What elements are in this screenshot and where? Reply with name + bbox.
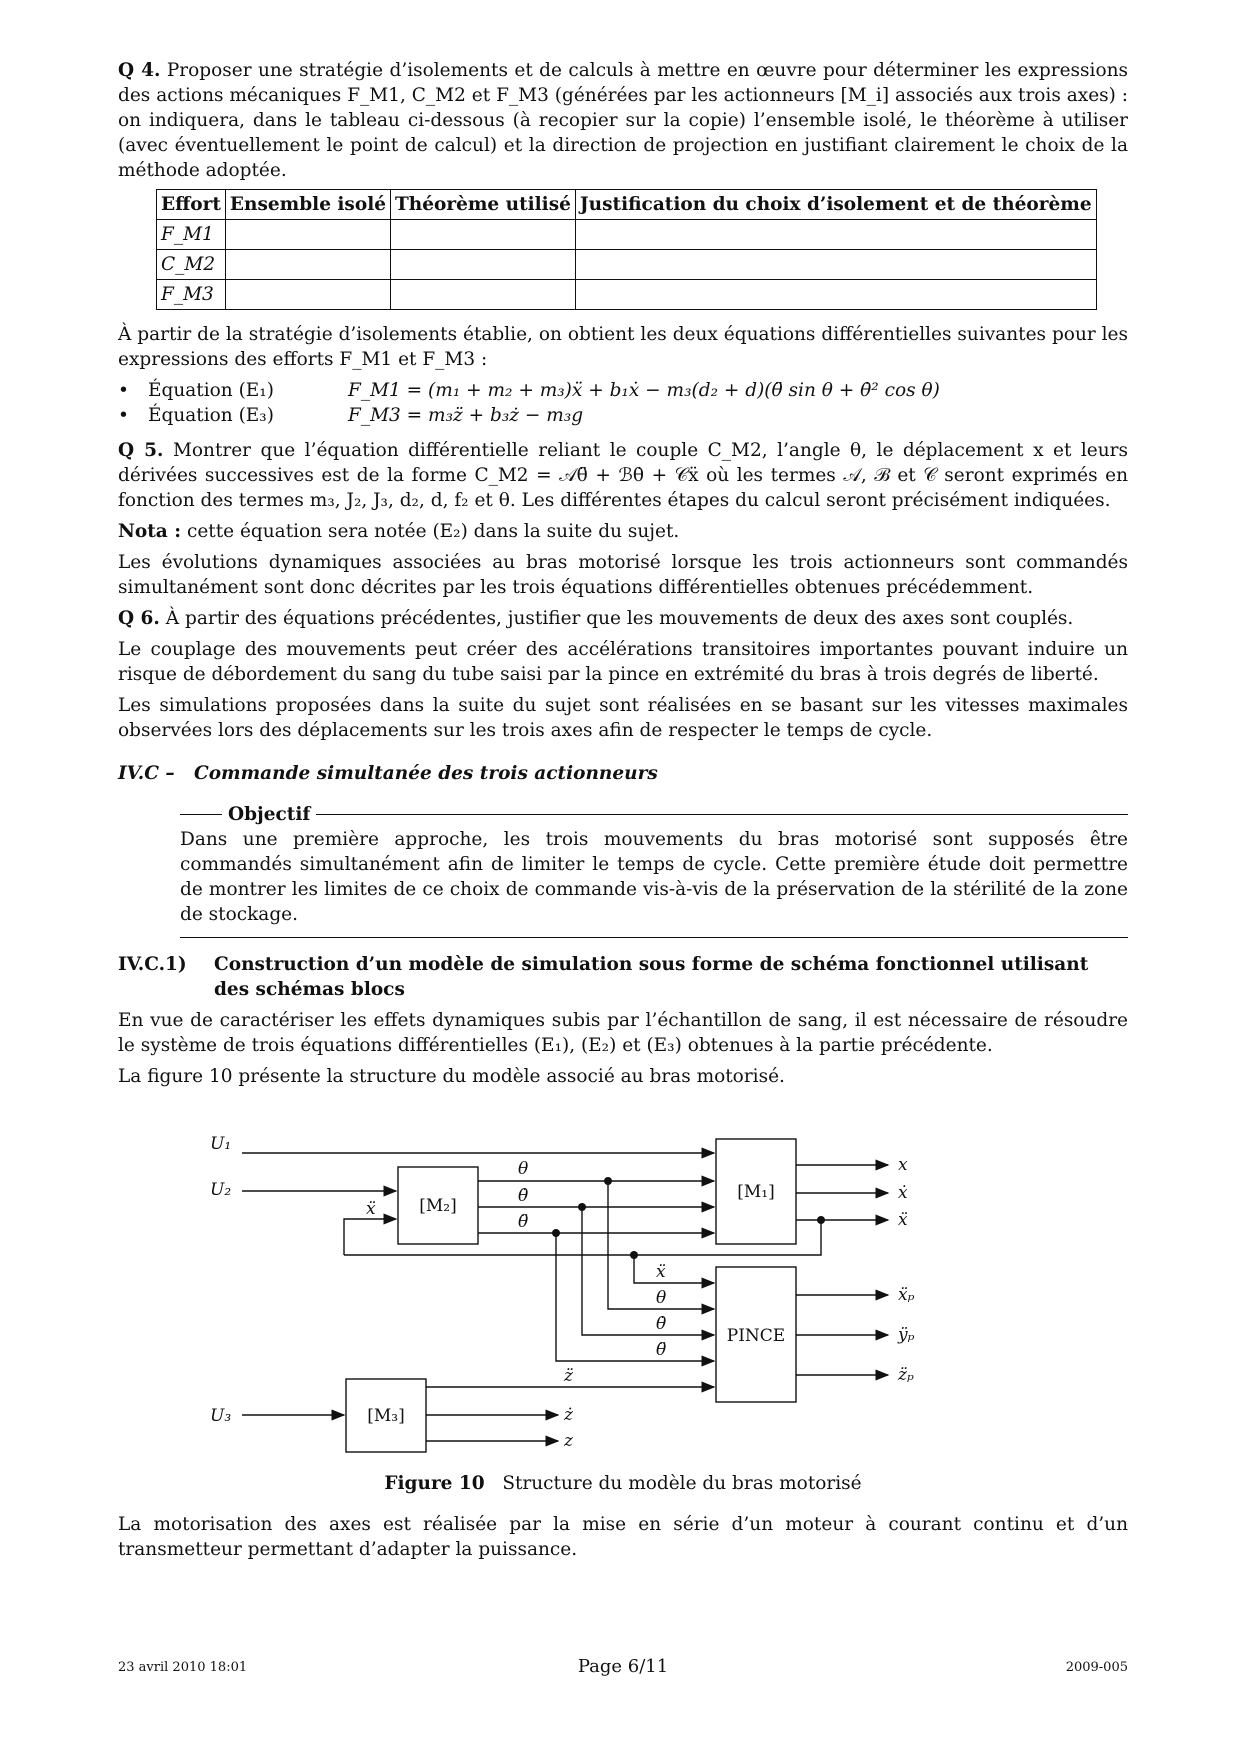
nota-label: Nota : — [118, 521, 182, 542]
block-label: [M₁] — [737, 1182, 775, 1202]
question-6 — [118, 606, 1128, 631]
signal-label: θ — [518, 1159, 529, 1179]
q5-text: Montrer que l’équation différentielle reliant le couple C_M2, l’angle θ, le déplacement x et leurs dérivées successives est de la forme C_M2 = 𝒜θ̈ + ℬθ̇ + 𝒞ẍ où les termes 𝒜, ℬ et 𝒞 seront exprimés en fonction des termes m₃, J₂, J₃, d₂, d, f₂ et θ. Les différentes étapes du calcul seront précisément indiquées. — [118, 440, 1128, 511]
para-motorisation: La motorisation des axes est réalisée par la mise en série d’un moteur à courant continu et d’un transmetteur permettant d’adapter la puissance. — [118, 1514, 1128, 1560]
nota-text: cette équation sera notée (E₂) dans la suite du sujet. — [186, 521, 680, 542]
equation-expr: F_M1 = (m₁ + m₂ + m₃)ẍ + b₁ẋ − m₃(d₂ + d)(θ̈ sin θ + θ̇² cos θ) — [348, 380, 940, 401]
footer-page-number: Page 6/11 — [577, 1656, 669, 1677]
signal-label: z — [564, 1431, 573, 1451]
para-simulations: Les simulations proposées dans la suite du sujet sont réalisées en se basant sur les vitesses maximales observées lors des déplacements sur les trois axes afin de respecter le temps de cycle. — [118, 695, 1128, 741]
signal-label: ẋ — [898, 1183, 908, 1203]
junction-dot — [630, 1251, 638, 1259]
table-header: Ensemble isolé — [225, 190, 390, 220]
para-couplage: Le couplage des mouvements peut créer des accélérations transitoires importantes pouvant induire un risque de débordement du sang du tube saisi par la pince en extrémité du bras à trois degrés de liberté. — [118, 639, 1128, 685]
signal-label: ż — [564, 1405, 573, 1425]
q5-label: Q 5. — [118, 440, 164, 461]
input-label: U₃ — [210, 1406, 232, 1426]
junction-dot — [604, 1177, 612, 1185]
table-header: Justification du choix d’isolement et de théorème — [575, 190, 1096, 220]
signal-label: ẍ — [656, 1262, 666, 1282]
page-content — [118, 58, 1128, 1568]
block-label: [M₂] — [419, 1196, 457, 1216]
strategy-table — [156, 189, 1097, 310]
footer-ref: 2009-005 — [1065, 1660, 1128, 1675]
caption-label: Figure 10 — [384, 1473, 485, 1494]
equation-e1 — [118, 378, 1128, 403]
equation-label: Équation (E₃) — [148, 405, 274, 426]
section-title: Commande simultanée des trois actionneurs — [193, 763, 658, 784]
signal-label: x — [898, 1155, 908, 1175]
signal-label: θ̇ — [518, 1186, 529, 1206]
rule — [180, 814, 222, 815]
signal-label: z̈ — [564, 1366, 573, 1386]
input-label: U₂ — [210, 1180, 232, 1200]
section-number: IV.C – — [118, 763, 175, 784]
question-4 — [118, 58, 1128, 183]
table-cell-effort: F_M3 — [157, 280, 226, 310]
signal-label: θ̇ — [656, 1314, 667, 1334]
table-header: Théorème utilisé — [391, 190, 576, 220]
objectif-text: Dans une première approche, les trois mouvements du bras motorisé sont supposés être commandés simultanément afin de limiter le temps de cycle. Cette première étude doit permettre de montrer les limites de ce choix de commande vis-à-vis de la préservation de la stérilité de la zone de stockage. — [180, 829, 1128, 925]
page-footer — [118, 1656, 1128, 1677]
table-row — [157, 250, 1097, 280]
q6-text: À partir des équations précédentes, justifier que les mouvements de deux des axes sont couplés. — [165, 608, 1074, 629]
signal-label: ẍₚ — [898, 1285, 915, 1305]
input-label: U₁ — [210, 1134, 232, 1154]
q4-label: Q 4. — [118, 60, 161, 81]
table-cell-effort: F_M1 — [157, 220, 226, 250]
q6-label: Q 6. — [118, 608, 160, 629]
para-figure-intro: La figure 10 présente la structure du modèle associé au bras motorisé. — [118, 1066, 785, 1087]
table-header: Effort — [157, 190, 226, 220]
bullet-icon: • — [118, 405, 129, 426]
intro-equations: À partir de la stratégie d’isolements établie, on obtient les deux équations différentielles suivantes pour les expressions des efforts F_M1 et F_M3 : — [118, 324, 1128, 370]
nota — [118, 519, 1128, 544]
para-vue: En vue de caractériser les effets dynamiques subis par l’échantillon de sang, il est nécessaire de résoudre le système de trois équations différentielles (E₁), (E₂) et (E₃) obtenues à la partie précédente. — [118, 1010, 1128, 1056]
subsection-title: Construction d’un modèle de simulation sous forme de schéma fonctionnel utilisant des schémas blocs — [214, 954, 1089, 1000]
equation-e3 — [118, 403, 1128, 428]
objectif-box — [180, 802, 1128, 938]
q4-text: Proposer une stratégie d’isolements et de calculs à mettre en œuvre pour déterminer les expressions des actions mécaniques F_M1, C_M2 et F_M3 (générées par les actionneurs [M_i] associés aux trois axes) : on indiquera, dans le tableau ci-dessous (à recopier sur la copie) l’ensemble isolé, le théorème à utiliser (avec éventuellement le point de calcul) et la direction de projection en justifiant clairement le choix de la méthode adoptée. — [118, 60, 1128, 181]
signal-label: z̈ₚ — [898, 1365, 914, 1385]
figure-10-diagram — [118, 1097, 1128, 1467]
signal-label: ÿₚ — [898, 1325, 915, 1345]
equation-label: Équation (E₁) — [148, 380, 274, 401]
para-evolutions: Les évolutions dynamiques associées au bras motorisé lorsque les trois actionneurs sont commandés simultanément sont donc décrites par les trois équations différentielles obtenues précédemment. — [118, 552, 1128, 598]
block-label: [M₃] — [367, 1406, 405, 1426]
junction-dot — [578, 1203, 586, 1211]
junction-dot — [552, 1229, 560, 1237]
signal-label: θ — [656, 1288, 667, 1308]
signal-label: θ̈ — [518, 1212, 529, 1232]
signal-label: θ̈ — [656, 1340, 667, 1360]
junction-dot — [817, 1216, 825, 1224]
table-row — [157, 220, 1097, 250]
rule — [316, 814, 1128, 815]
figure-caption — [118, 1471, 1128, 1496]
block-diagram — [118, 1097, 1128, 1467]
subsection-heading — [118, 952, 1128, 1002]
signal-label: ẍ — [898, 1210, 908, 1230]
question-5 — [118, 438, 1128, 513]
equation-expr: F_M3 = m₃z̈ + b₃ż − m₃g — [348, 405, 584, 426]
table-header-row — [157, 190, 1097, 220]
table-row — [157, 280, 1097, 310]
signal-label: ẍ — [366, 1199, 376, 1219]
footer-date: 23 avril 2010 18:01 — [118, 1660, 248, 1675]
table-cell-effort: C_M2 — [157, 250, 226, 280]
block-label: PINCE — [726, 1326, 786, 1346]
caption-text: Structure du modèle du bras motorisé — [502, 1473, 862, 1494]
section-heading — [118, 761, 1128, 786]
objectif-title: Objectif — [228, 804, 311, 825]
subsection-number: IV.C.1) — [118, 954, 187, 975]
bullet-icon: • — [118, 380, 129, 401]
